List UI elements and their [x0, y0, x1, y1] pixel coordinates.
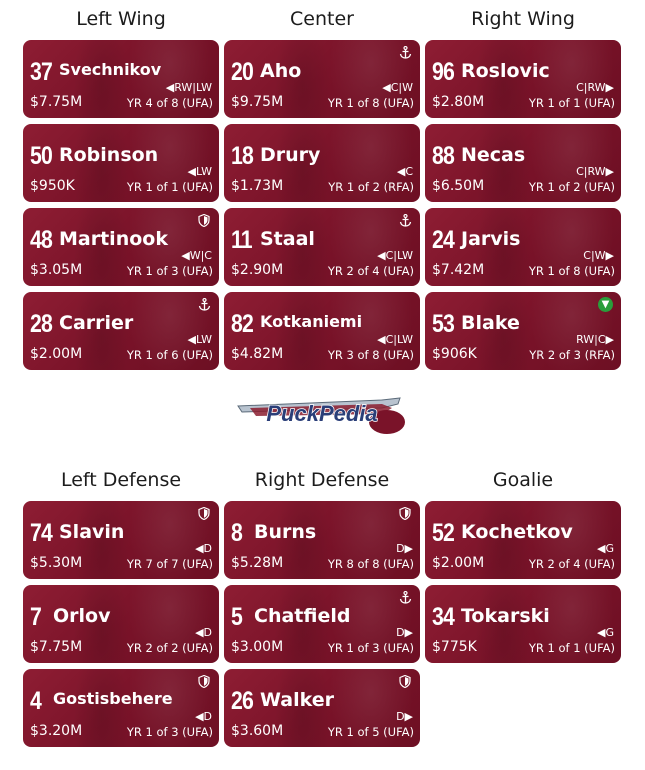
- player-card[interactable]: [23, 669, 219, 747]
- player-card[interactable]: [23, 208, 219, 286]
- player-name[interactable]: Kochetkov: [461, 521, 573, 543]
- player-name[interactable]: Burns: [254, 521, 317, 543]
- player-name[interactable]: Gostisbehere: [53, 689, 173, 708]
- contract-status: YR 1 of 1 (UFA): [528, 641, 615, 655]
- jersey-number: 96: [432, 58, 454, 86]
- position: RW|C▶: [576, 333, 614, 346]
- salary: $2.90M: [231, 262, 284, 278]
- contract-status: YR 3 of 8 (UFA): [327, 348, 414, 362]
- salary: $9.75M: [231, 94, 284, 110]
- contract-status: YR 1 of 2 (RFA): [328, 180, 414, 194]
- contract-status: YR 7 of 7 (UFA): [126, 557, 213, 571]
- player-name[interactable]: Robinson: [59, 144, 159, 166]
- position: ◀LW: [187, 333, 212, 346]
- position: D▶: [396, 626, 413, 639]
- player-name[interactable]: Kotkaniemi: [260, 312, 363, 331]
- player-name[interactable]: Carrier: [59, 312, 134, 334]
- anchor-icon: [197, 297, 211, 311]
- contract-status: YR 1 of 5 (UFA): [327, 725, 414, 739]
- position: ◀D: [195, 710, 212, 723]
- player-card[interactable]: [224, 40, 420, 118]
- salary: $7.75M: [30, 94, 83, 110]
- puckpedia-logo[interactable]: [232, 390, 412, 442]
- player-name[interactable]: Walker: [260, 689, 334, 711]
- shield-icon: [197, 506, 211, 520]
- section-center: Center: [290, 8, 354, 30]
- shield-icon: [398, 506, 412, 520]
- player-card[interactable]: [224, 292, 420, 370]
- salary: $906K: [432, 346, 477, 362]
- position: ◀D: [195, 542, 212, 555]
- position: ◀RW|LW: [165, 81, 212, 94]
- player-card[interactable]: [425, 292, 621, 370]
- position: ◀C: [396, 165, 413, 178]
- contract-status: YR 2 of 4 (UFA): [528, 557, 615, 571]
- player-name[interactable]: Martinook: [59, 228, 168, 250]
- jersey-number: 20: [231, 58, 253, 86]
- jersey-number: 11: [231, 226, 252, 254]
- contract-status: YR 1 of 1 (UFA): [126, 180, 213, 194]
- section-goalie: Goalie: [492, 469, 554, 491]
- contract-status: YR 4 of 8 (UFA): [126, 96, 213, 110]
- salary: $2.80M: [432, 94, 485, 110]
- salary: $6.50M: [432, 178, 485, 194]
- green-arrow-icon: ▼: [598, 297, 613, 312]
- salary: $5.28M: [231, 555, 284, 571]
- section-right-defense: Right Defense: [254, 469, 390, 491]
- position: ◀G: [597, 542, 614, 555]
- jersey-number: 88: [432, 142, 454, 170]
- player-name[interactable]: Roslovic: [461, 60, 550, 82]
- salary: $3.20M: [30, 723, 83, 739]
- jersey-number: 48: [30, 226, 52, 254]
- player-name[interactable]: Aho: [260, 60, 302, 82]
- player-card[interactable]: [224, 501, 420, 579]
- player-card[interactable]: [23, 501, 219, 579]
- position: ◀C|W: [382, 81, 413, 94]
- player-card[interactable]: [425, 501, 621, 579]
- player-name[interactable]: Svechnikov: [59, 60, 162, 79]
- salary: $2.00M: [432, 555, 485, 571]
- position: ◀G: [597, 626, 614, 639]
- svg-text:PuckPedia: PuckPedia: [266, 401, 378, 426]
- player-name[interactable]: Jarvis: [461, 228, 521, 250]
- position: ◀C|LW: [377, 333, 413, 346]
- jersey-number: 7: [30, 603, 41, 631]
- contract-status: YR 2 of 3 (RFA): [529, 348, 615, 362]
- jersey-number: 8: [231, 519, 242, 547]
- player-name[interactable]: Chatfield: [254, 605, 351, 627]
- salary: $7.75M: [30, 639, 83, 655]
- contract-status: YR 1 of 1 (UFA): [528, 96, 615, 110]
- jersey-number: 18: [231, 142, 253, 170]
- player-name[interactable]: Tokarski: [461, 605, 550, 627]
- salary: $775K: [432, 639, 477, 655]
- jersey-number: 26: [231, 687, 253, 715]
- player-card[interactable]: [224, 124, 420, 202]
- player-card[interactable]: [23, 292, 219, 370]
- jersey-number: 24: [432, 226, 454, 254]
- jersey-number: 50: [30, 142, 52, 170]
- anchor-icon: [398, 590, 412, 604]
- salary: $2.00M: [30, 346, 83, 362]
- jersey-number: 52: [432, 519, 454, 547]
- contract-status: YR 1 of 3 (UFA): [126, 725, 213, 739]
- player-card[interactable]: [425, 585, 621, 663]
- contract-status: YR 1 of 3 (UFA): [126, 264, 213, 278]
- salary: $5.30M: [30, 555, 83, 571]
- jersey-number: 28: [30, 310, 52, 338]
- player-name[interactable]: Necas: [461, 144, 526, 166]
- salary: $950K: [30, 178, 75, 194]
- player-name[interactable]: Slavin: [59, 521, 125, 543]
- contract-status: YR 1 of 8 (UFA): [528, 264, 615, 278]
- jersey-number: 37: [30, 58, 52, 86]
- jersey-number: 5: [231, 603, 242, 631]
- section-left-defense: Left Defense: [60, 469, 182, 491]
- jersey-number: 74: [30, 519, 52, 547]
- position: C|RW▶: [576, 165, 614, 178]
- section-left-wing: Left Wing: [76, 8, 166, 30]
- contract-status: YR 1 of 3 (UFA): [327, 641, 414, 655]
- jersey-number: 53: [432, 310, 454, 338]
- salary: $3.00M: [231, 639, 284, 655]
- player-name[interactable]: Orlov: [53, 605, 111, 627]
- jersey-number: 82: [231, 310, 253, 338]
- shield-icon: [197, 674, 211, 688]
- contract-status: YR 8 of 8 (UFA): [327, 557, 414, 571]
- player-card[interactable]: [425, 124, 621, 202]
- player-card[interactable]: [425, 40, 621, 118]
- player-card[interactable]: [224, 585, 420, 663]
- salary: $4.82M: [231, 346, 284, 362]
- position: D▶: [396, 710, 413, 723]
- player-card[interactable]: [224, 208, 420, 286]
- contract-status: YR 1 of 6 (UFA): [126, 348, 213, 362]
- anchor-icon: [398, 213, 412, 227]
- player-name[interactable]: Drury: [260, 144, 321, 166]
- player-card[interactable]: [23, 585, 219, 663]
- position: C|RW▶: [576, 81, 614, 94]
- position: D▶: [396, 542, 413, 555]
- contract-status: YR 1 of 2 (UFA): [528, 180, 615, 194]
- shield-icon: [197, 213, 211, 227]
- contract-status: YR 2 of 2 (UFA): [126, 641, 213, 655]
- player-name[interactable]: Staal: [260, 228, 315, 250]
- jersey-number: 34: [432, 603, 454, 631]
- player-card[interactable]: [425, 208, 621, 286]
- player-card[interactable]: [224, 669, 420, 747]
- salary: $1.73M: [231, 178, 284, 194]
- shield-icon: [398, 674, 412, 688]
- salary: $3.05M: [30, 262, 83, 278]
- anchor-icon: [398, 45, 412, 59]
- jersey-number: 4: [30, 687, 41, 715]
- section-right-wing: Right Wing: [471, 8, 575, 30]
- contract-status: YR 2 of 4 (UFA): [327, 264, 414, 278]
- position: ◀W|C: [181, 249, 212, 262]
- salary: $3.60M: [231, 723, 284, 739]
- position: C|W▶: [583, 249, 614, 262]
- position: ◀D: [195, 626, 212, 639]
- contract-status: YR 1 of 8 (UFA): [327, 96, 414, 110]
- player-name[interactable]: Blake: [461, 312, 520, 334]
- player-card[interactable]: [23, 124, 219, 202]
- salary: $7.42M: [432, 262, 485, 278]
- position: ◀LW: [187, 165, 212, 178]
- player-card[interactable]: [23, 40, 219, 118]
- position: ◀C|LW: [377, 249, 413, 262]
